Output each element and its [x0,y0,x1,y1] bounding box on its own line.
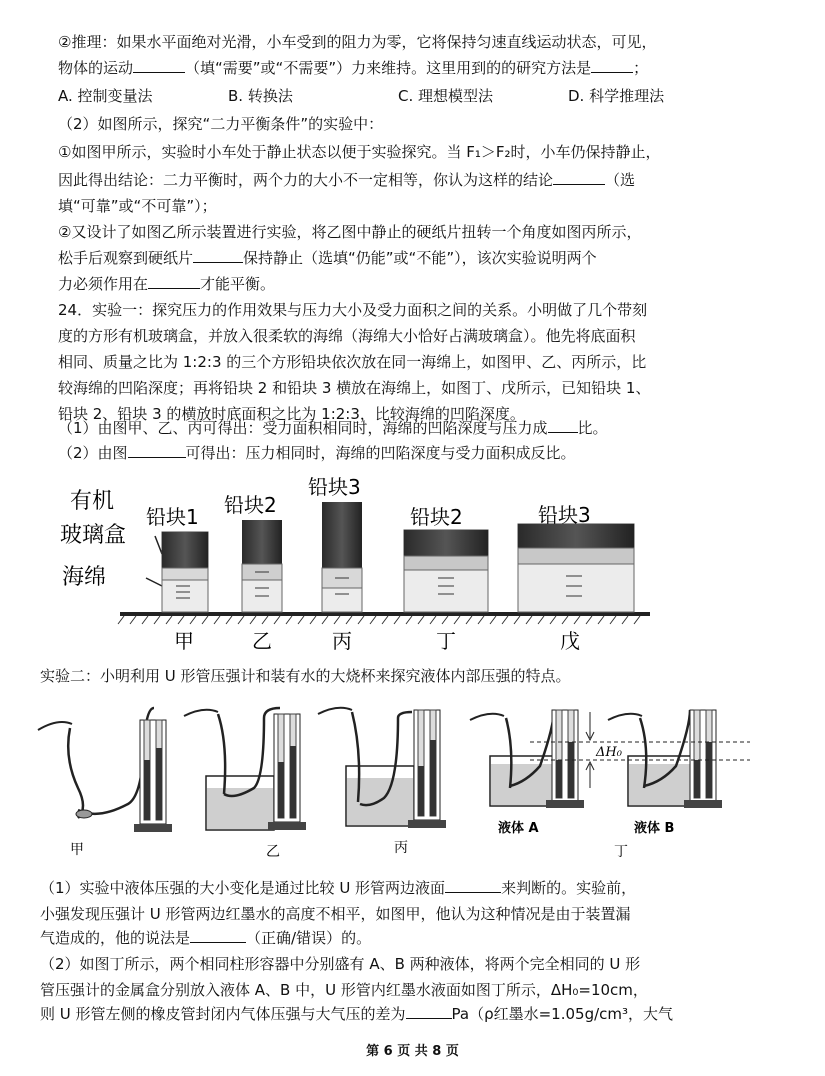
manometer-yi [184,708,306,860]
text-line-with-blank [58,441,778,466]
label-glass-box: 有机 [70,489,115,514]
answer-blank[interactable] [553,168,605,185]
paragraph-text: ②推理：如果水平面绝对光滑，小车受到的阻力为零，它将保持匀速直线运动状态，可见， [58,33,657,51]
text-line [58,194,778,219]
answer-blank[interactable] [193,246,243,263]
text-line [58,30,778,55]
block-label: 铅块1 [146,505,199,529]
delta-h-label: ΔH₀ [596,745,622,760]
text-line-with-blank [40,926,760,951]
paragraph-text: 力必须作用在 [58,275,149,293]
box-jia [162,532,208,612]
option-b: B. 转换法 [228,87,293,105]
text-line [58,298,778,323]
label-sponge: 海绵 [62,565,107,590]
paragraph-text: 比。 [577,419,608,437]
paragraph-text: 度的方形有机玻璃盒，并放入很柔软的海绵（海绵大小恰好占满玻璃盒）。他先将底面积 [58,327,636,345]
pointer-line [146,578,162,586]
u-tube-figure [30,700,770,870]
box-bing [322,502,362,612]
text-line [58,112,778,137]
paragraph-text: （1）由图甲、乙、丙可得出：受力面积相同时，海绵的凹陷深度与压力成 [58,419,548,437]
manometer-jia [38,708,172,858]
panel-label: 丙 [332,629,352,653]
text-line-with-blank [40,876,760,901]
paragraph-text: 则 U 形管左侧的橡皮管封闭内气体压强与大气压的差为 [40,1005,406,1023]
text-line [58,324,778,349]
sponge-blocks-figure [60,468,660,658]
text-line-with-blank [58,246,778,271]
option-d: D. 科学推理法 [568,87,665,105]
paragraph-text: 较海绵的凹陷深度；再将铅块 2 和铅块 3 横放在海绵上，如图丁、戊所示，已知铅块 1、 [58,379,651,397]
paragraph-text: （正确/错误）的。 [246,929,372,947]
text-line [40,952,760,977]
paragraph-text: 小强发现压强计 U 形管两边红墨水的高度不相平，如图甲，他认为这种情况是由于装置漏 [40,905,631,923]
box-ding [404,530,488,612]
answer-blank[interactable] [133,56,185,73]
paragraph-text: ； [633,59,649,77]
paragraph-text: 物体的运动 [58,59,134,77]
option-a: A. 控制变量法 [58,87,153,105]
panel-label: 戊 [560,629,580,653]
paragraph-text: （2）由图 [58,444,128,462]
block-label: 铅块3 [538,503,591,527]
paragraph-text: 才能平衡。 [200,275,276,293]
paragraph-text: Pa（ρ红墨水=1.05g/cm³，大气 [451,1005,674,1023]
paragraph-text: ①如图甲所示，实验时小车处于静止状态以便于实验探究。当 F₁＞F₂时，小车仍保持静止， [58,143,661,161]
text-line-with-blank [58,416,778,441]
text-line [58,376,778,401]
paragraph-text: 铅块 2、铅块 3 的横放时底面积之比为 1:2:3，比较海绵的凹陷深度。 [58,405,525,423]
text-line [40,664,760,689]
section-intro: 实验二：小明利用 U 形管压强计和装有水的大烧杯来探究液体内部压强的特点。 [40,667,571,685]
panel-label: 甲 [70,842,84,858]
paragraph-text: 松手后观察到硬纸片 [58,249,194,267]
block-label: 铅块2 [224,493,277,517]
text-line-with-blank [58,56,778,81]
box-yi [242,520,282,612]
hand-icon [184,710,218,716]
panel-label: 乙 [266,844,280,860]
text-line [58,140,778,165]
question-text: （2）如图丁所示，两个相同柱形容器中分别盛有 A、B 两种液体，将两个完全相同的 U 形 [40,955,641,973]
manometer-ding [470,710,750,860]
ground-line [120,612,650,616]
page-footer: 第 6 页 共 8 页 [366,1044,459,1059]
hand-icon [608,714,642,720]
options-row [58,84,778,109]
hand-icon [318,708,352,714]
paragraph-text: （选 [605,171,636,189]
liquid-b-label: 液体 B [634,821,675,836]
panel-label: 丁 [614,844,628,860]
paragraph-text: ②又设计了如图乙所示装置进行实验，将乙图中静止的硬纸片扭转一个角度如图丙所示， [58,223,642,241]
text-line-with-blank [58,272,778,297]
paragraph-text: 来判断的。实验前， [501,879,637,897]
question-text: 24．实验一：探究压力的作用效果与压力大小及受力面积之间的关系。小明做了几个带刻 [58,301,648,319]
text-line-with-blank [40,1002,760,1027]
paragraph-text: （填“需要”或“不需要”）力来维持。这里用到的的研究方法是 [185,59,592,77]
answer-blank[interactable] [591,56,633,73]
answer-blank[interactable] [406,1002,452,1019]
text-line-with-blank [58,168,778,193]
text-line [58,220,778,245]
panel-label: 丙 [394,840,408,856]
answer-blank[interactable] [128,441,186,458]
panel-label: 甲 [174,629,194,653]
text-line [40,902,760,927]
panel-label: 乙 [252,629,272,653]
answer-blank[interactable] [445,876,501,893]
text-line [40,978,760,1003]
liquid-a-label: 液体 A [498,821,539,836]
answer-blank[interactable] [190,926,246,943]
paragraph-text: 因此得出结论：二力平衡时，两个力的大小不一定相等，你认为这样的结论 [58,171,554,189]
panel-label: 丁 [436,629,456,653]
block-label: 铅块2 [410,505,463,529]
question-text: （1）实验中液体压强的大小变化是通过比较 U 形管两边液面 [40,879,446,897]
paragraph-text: 填“可靠”或“不可靠”）； [58,197,217,215]
answer-blank[interactable] [548,416,578,433]
paragraph-text: 保持静止（选填“仍能”或“不能”），该次实验说明两个 [243,249,597,267]
text-line [58,350,778,375]
box-wu [518,524,634,612]
ground-hatch [118,616,640,624]
question-text: （2）如图所示，探究“二力平衡条件”的实验中： [58,115,384,133]
paragraph-text: 相同、质量之比为 1:2:3 的三个方形铅块依次放在同一海绵上，如图甲、乙、丙所示，比 [58,353,647,371]
hand-icon [470,714,504,720]
answer-blank[interactable] [148,272,200,289]
paragraph-text: 可得出：压力相同时，海绵的凹陷深度与受力面积成反比。 [185,444,576,462]
hand-icon [38,722,72,730]
manometer-bing [318,708,446,856]
paragraph-text: 气造成的，他的说法是 [40,929,191,947]
block-label: 铅块3 [308,475,361,499]
label-glass-box-2: 玻璃盒 [60,523,127,548]
paragraph-text: 管压强计的金属盒分别放入液体 A、B 中，U 形管内红墨水液面如图丁所示，ΔH₀=10cm， [40,981,648,999]
pointer-line [155,536,162,554]
delta-arrow [586,712,594,788]
option-c: C. 理想模型法 [398,87,494,105]
